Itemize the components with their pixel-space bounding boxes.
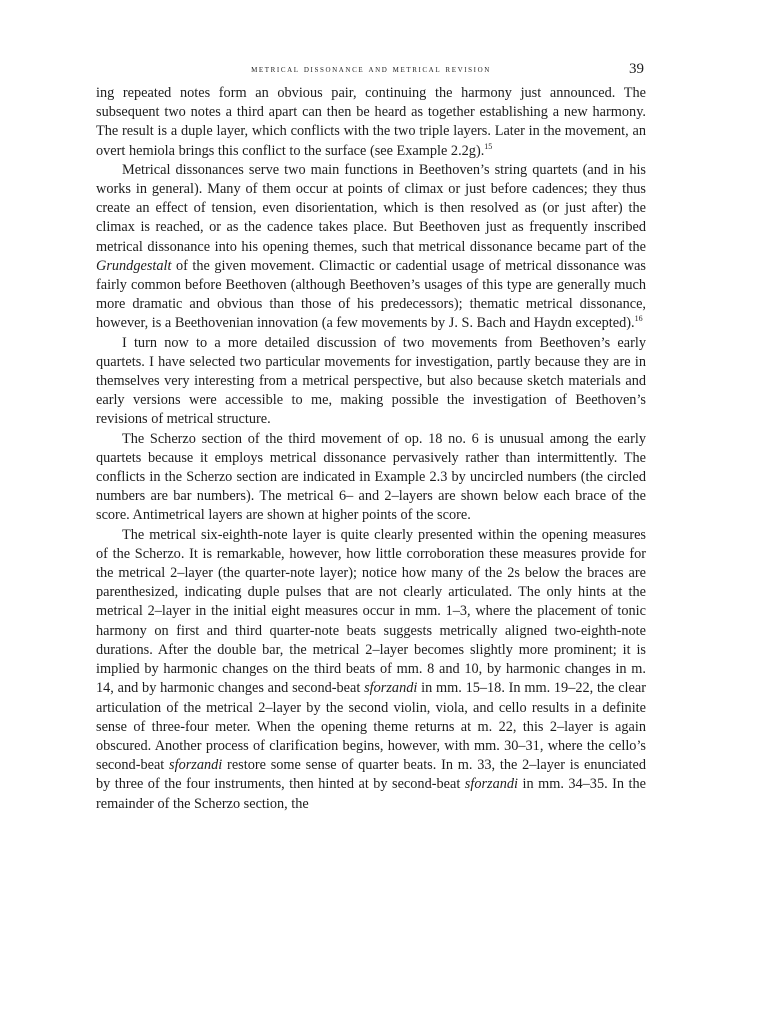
body-paragraph xyxy=(96,161,646,334)
italic-term: sforzandi xyxy=(464,776,519,793)
footnote-ref: 16 xyxy=(634,314,643,324)
text-run: The metrical six-eighth-note layer is quite clearly presented within the opening measures of the Scherzo. It is remarkable, however, how little corroboration these measures provide for the metrical 2–layer (the quarter-note layer); notice how many of the 2s below the braces are parenthesized, indicating duple pulses that are not clearly articulated. The only hints at the metrical 2–layer in the initial eight measures occur in mm. 1–3, where the placement of tonic harmony on first and third quarter-note beats suggests metrically aligned two-eighth-note durations. After the double bar, the metrical 2–layer becomes slightly more prominent; it is implied by harmonic changes on the third beats of mm. 8 and 10, by harmonic changes in m. 14, and by harmonic changes and second-beat xyxy=(96,526,646,697)
text-run: restore some sense of quarter beats. In m. 33, the 2–layer is enunciated by three of the four instruments, then hinted at by second-beat xyxy=(96,757,646,793)
italic-term: sforzandi xyxy=(169,757,223,774)
body-paragraph xyxy=(96,84,646,161)
footnote-ref: 15 xyxy=(484,141,493,151)
page-number: 39 xyxy=(629,61,644,77)
text-run: of the given movement. Climactic or cadential usage of metrical dissonance was fairly common before Beethoven (although Beethoven’s usages of this type are generally much more dramatic and obvious than those of his predecessors); thematic metrical dissonance, however, is a Beethovenian innovation (a few movements by J. S. Bach and Haydn excepted). xyxy=(96,257,646,332)
running-title: metrical dissonance and metrical revision xyxy=(251,64,491,75)
text-run: ing repeated notes form an obvious pair, continuing the harmony just announced. The subsequent two notes a third apart can then be heard as together establishing a new harmony. The result is a duple layer, which conflicts with the two triple layers. Later in the movement, an overt hemiola brings this conflict to the surface (see Example 2.2g). xyxy=(96,85,646,159)
body-paragraph xyxy=(96,334,646,430)
italic-term: sforzandi xyxy=(364,680,418,697)
book-page xyxy=(96,58,646,814)
body-text xyxy=(96,84,646,814)
body-paragraph xyxy=(96,430,646,526)
text-run: I turn now to a more detailed discussion of two movements from Beethoven’s early quartets. I have selected two particular movements for investigation, partly because they are in themselves very interesting from a metrical perspective, but also because sketch materials and early versions were accessible to me, making possible the investigation of Beethoven’s revisions of metrical structure. xyxy=(96,334,646,428)
text-run: The Scherzo section of the third movement of op. 18 no. 6 is unusual among the early quartets because it employs metrical dissonance pervasively rather than intermittently. The conflicts in the Scherzo section are indicated in Example 2.3 by uncircled numbers (the circled numbers are bar numbers). The metrical 6– and 2–layers are shown below each brace of the score. Antimetrical layers are shown at higher points of the score. xyxy=(96,430,646,524)
text-run: in mm. 15–18. In mm. 19–22, the clear articulation of the metrical 2–layer by the second violin, viola, and cello results in a definite sense of three-four meter. When the opening theme returns at m. 22, this 2–layer is again obscured. Another process of clarification begins, however, with mm. 30–31, where the cello’s second-beat xyxy=(96,680,646,774)
running-head xyxy=(96,58,646,84)
text-run: in mm. 34–35. In the remainder of the Scherzo section, the xyxy=(96,776,646,812)
italic-term: Grundgestalt xyxy=(96,257,172,274)
text-run: Metrical dissonances serve two main functions in Beethoven’s string quartets (and in his works in general). Many of them occur at points of climax or just before cadences; they thus create an effect of tension, even disorientation, which is then resolved as (or just after) the climax is reached, or as the cadence takes place. But Beethoven just as frequently inscribed metrical dissonance into his opening themes, such that metrical dissonance became part of the xyxy=(96,161,646,255)
body-paragraph xyxy=(96,526,646,814)
